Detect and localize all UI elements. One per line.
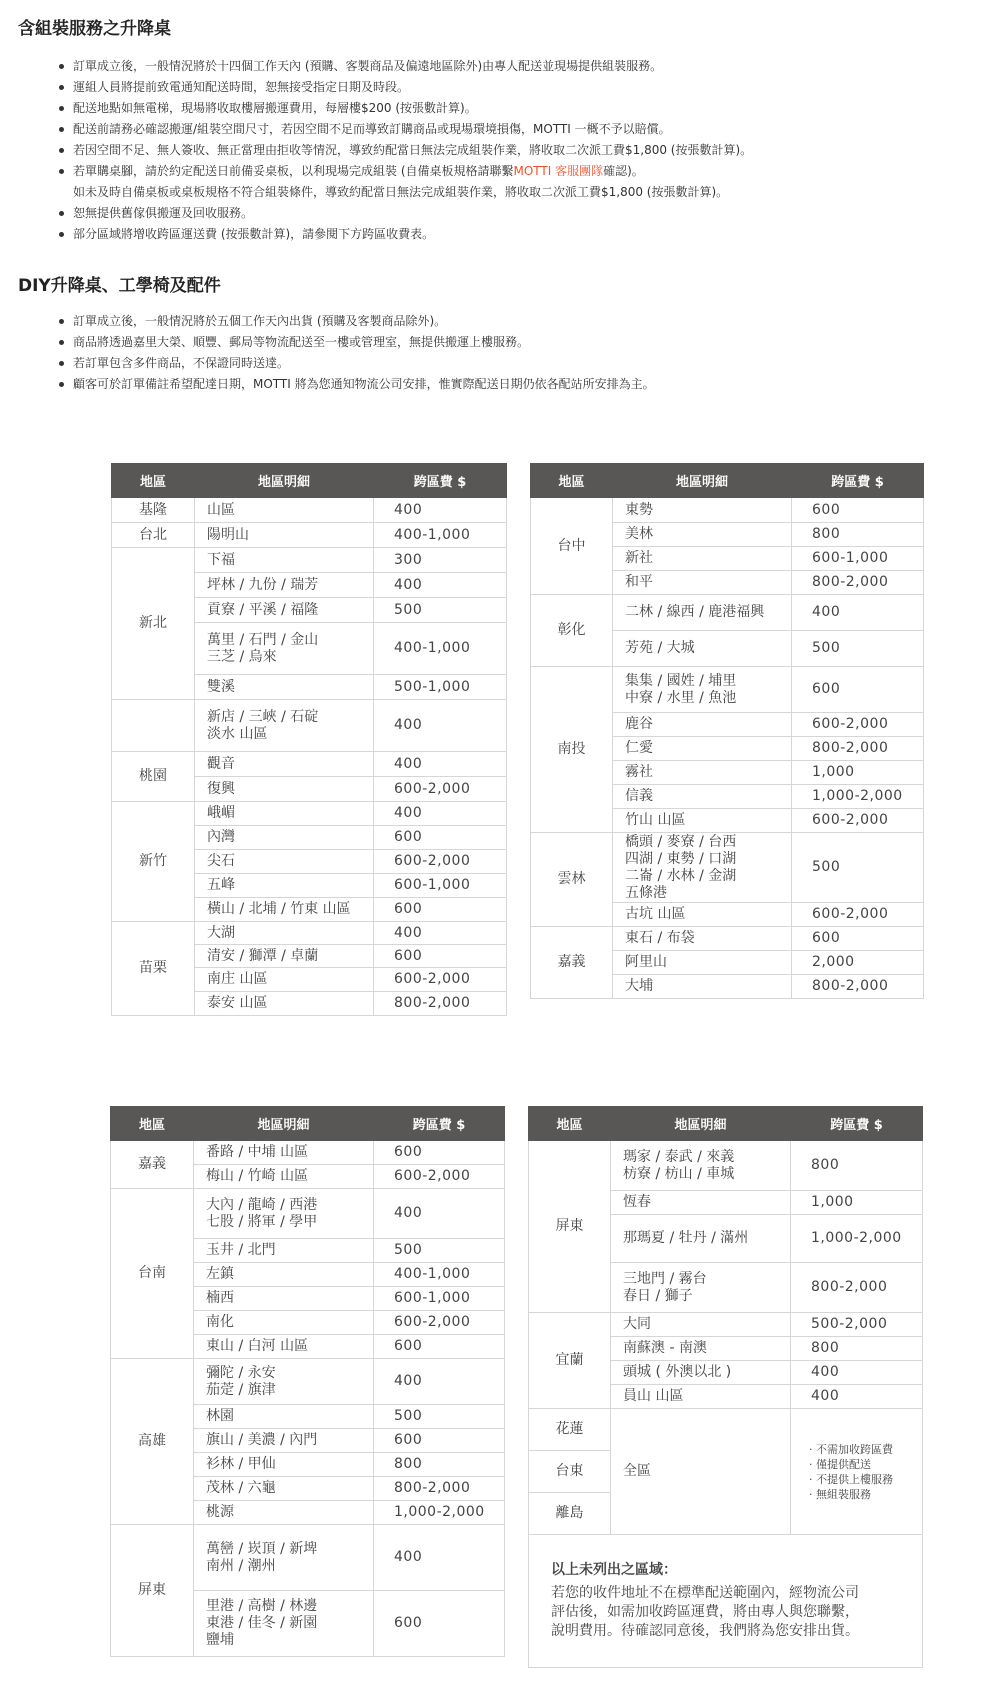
- region-detail-cell: 泰安 山區: [195, 992, 374, 1016]
- region-detail-cell: 五峰: [195, 874, 374, 898]
- fee-cell: 500-2,000: [791, 1313, 923, 1337]
- fee-cell: 800-2,000: [792, 975, 924, 999]
- fee-cell: 800: [792, 523, 924, 547]
- region-detail-cell: 那瑪夏 / 牡丹 / 滿州: [611, 1215, 791, 1263]
- fee-cell: 600-2,000: [374, 1311, 505, 1335]
- region-cell: 彰化: [531, 595, 613, 667]
- region-cell: 宜蘭: [529, 1313, 611, 1409]
- fee-table-north: [111, 463, 507, 1016]
- region-cell: 新竹: [112, 802, 195, 922]
- footnote-title: 以上未列出之區域：: [551, 1562, 677, 1578]
- region-detail-cell: 茂林 / 六龜: [194, 1477, 374, 1501]
- fee-cell: 400: [374, 1189, 505, 1239]
- fee-cell: 400: [374, 752, 507, 777]
- header-detail: 地區明細: [194, 1107, 374, 1141]
- table-row: [529, 1141, 923, 1191]
- table-row: [529, 1313, 923, 1337]
- fee-cell: 600: [374, 1335, 505, 1359]
- table-row: [111, 1359, 505, 1405]
- bullet-continuation: 如未及時自備桌板或桌板規格不符合組裝條件，導致約配當日無法完成組裝作業，將收取二次派工費$1,800 (按張數計算)。: [73, 185, 729, 199]
- fee-cell: 400: [791, 1361, 923, 1385]
- fee-cell: 600: [792, 667, 924, 713]
- region-detail-cell: 峨嵋: [195, 802, 374, 826]
- fee-cell: 800: [791, 1141, 923, 1191]
- bullet-item: 恕無提供舊傢俱搬運及回收服務。: [56, 203, 752, 224]
- region-detail-cell: 全區: [611, 1409, 791, 1535]
- region-detail-cell: 衫林 / 甲仙: [194, 1453, 374, 1477]
- fee-cell: 600: [374, 1141, 505, 1165]
- region-cell: 台南: [111, 1189, 194, 1359]
- region-cell: 屏東: [111, 1525, 194, 1657]
- table-header-row: [111, 1107, 505, 1141]
- bullet-item: 配送前請務必確認搬運/組裝空間尺寸，若因空間不足而導致訂購商品或現場環境損傷，MOTTI 一概不予以賠償。: [56, 119, 752, 140]
- region-detail-cell: 梅山 / 竹崎 山區: [194, 1165, 374, 1189]
- fee-cell: 600-2,000: [792, 809, 924, 833]
- header-region: 地區: [111, 1107, 194, 1141]
- region-detail-cell: 三地門 / 霧台 春日 / 獅子: [611, 1263, 791, 1313]
- region-detail-cell: 頭城 ( 外澳以北 ): [611, 1361, 791, 1385]
- region-detail-cell: 萬里 / 石門 / 金山 三芝 / 烏來: [195, 623, 374, 675]
- fee-cell: 600: [374, 1591, 505, 1657]
- fee-cell: 1,000-2,000: [374, 1501, 505, 1525]
- region-detail-cell: 集集 / 國姓 / 埔里 中寮 / 水里 / 魚池: [613, 667, 792, 713]
- bullet-item: 商品將透過嘉里大榮、順豐、郵局等物流配送至一樓或管理室，無提供搬運上樓服務。: [56, 332, 655, 353]
- fee-cell: 500: [374, 1405, 505, 1429]
- region-detail-cell: 大湖: [195, 922, 374, 945]
- region-detail-cell: 里港 / 高樹 / 林邊 東港 / 佳冬 / 新園 鹽埔: [194, 1591, 374, 1657]
- region-cell: [112, 700, 195, 752]
- bullet-item: 配送地點如無電梯，現場將收取樓層搬運費用，每層樓$200 (按張數計算)。: [56, 98, 752, 119]
- bullet-text: 確認)。: [603, 164, 644, 178]
- table-row: [112, 752, 507, 777]
- bullet-item: 若因空間不足、無人簽收、無正當理由拒收等情況，導致約配當日無法完成組裝作業，將收取二次派工費$1,800 (按張數計算)。: [56, 140, 752, 161]
- table-body: [111, 1141, 505, 1657]
- fee-table-central: [530, 463, 924, 999]
- header-fee: 跨區費 $: [792, 464, 924, 498]
- region-detail-cell: 東石 / 布袋: [613, 927, 792, 951]
- region-detail-cell: 番路 / 中埔 山區: [194, 1141, 374, 1165]
- region-detail-cell: 員山 山區: [611, 1385, 791, 1409]
- region-detail-cell: 尖石: [195, 850, 374, 874]
- region-cell: 桃園: [112, 752, 195, 802]
- region-cell: 台中: [531, 498, 613, 595]
- region-detail-cell: 大內 / 龍崎 / 西港 七股 / 將軍 / 學甲: [194, 1189, 374, 1239]
- fee-cell: 400: [374, 700, 507, 752]
- fee-cell: 400: [374, 802, 507, 826]
- diy-bullets: [56, 311, 655, 395]
- fee-cell: 800: [791, 1337, 923, 1361]
- region-detail-cell: 玉井 / 北門: [194, 1239, 374, 1263]
- bullet-item: 若訂單包含多件商品，不保證同時送達。: [56, 353, 655, 374]
- fee-cell: 400: [374, 1359, 505, 1405]
- fee-cell: 400: [791, 1385, 923, 1409]
- region-detail-cell: 內灣: [195, 826, 374, 850]
- fee-cell: 400: [374, 498, 507, 523]
- table-row: [112, 700, 507, 752]
- region-cell: 南投: [531, 667, 613, 833]
- fee-cell: 2,000: [792, 951, 924, 975]
- region-detail-cell: 瑪家 / 泰武 / 來義 枋寮 / 枋山 / 車城: [611, 1141, 791, 1191]
- table-row: [531, 833, 924, 903]
- bullet-item: 訂單成立後，一般情況將於五個工作天內出貨 (預購及客製商品除外)。: [56, 311, 655, 332]
- fee-cell: 800-2,000: [374, 1477, 505, 1501]
- table-row: [112, 498, 507, 523]
- region-detail-cell: 山區: [195, 498, 374, 523]
- region-detail-cell: 信義: [613, 785, 792, 809]
- table-row: [529, 1409, 923, 1451]
- table-row: [111, 1189, 505, 1239]
- region-cell: 高雄: [111, 1359, 194, 1525]
- region-detail-cell: 霧社: [613, 761, 792, 785]
- header-region: 地區: [112, 464, 195, 498]
- fee-cell: 800-2,000: [792, 737, 924, 761]
- region-detail-cell: 古坑 山區: [613, 903, 792, 927]
- region-detail-cell: 阿里山: [613, 951, 792, 975]
- fee-cell: 400: [374, 922, 507, 945]
- region-detail-cell: 貢寮 / 平溪 / 福隆: [195, 598, 374, 623]
- table-body: [531, 498, 924, 999]
- region-detail-cell: 東山 / 白河 山區: [194, 1335, 374, 1359]
- fee-cell: 600-2,000: [792, 713, 924, 737]
- fee-cell: 400-1,000: [374, 623, 507, 675]
- header-fee: 跨區費 $: [791, 1107, 923, 1141]
- customer-service-link[interactable]: MOTTI 客服團隊: [513, 164, 604, 178]
- header-fee: 跨區費 $: [374, 464, 507, 498]
- header-region: 地區: [529, 1107, 611, 1141]
- region-detail-cell: 復興: [195, 777, 374, 802]
- region-detail-cell: 雙溪: [195, 675, 374, 700]
- fee-cell: 800-2,000: [374, 992, 507, 1016]
- region-cell: 雲林: [531, 833, 613, 927]
- fee-cell: 400: [792, 595, 924, 631]
- header-detail: 地區明細: [195, 464, 374, 498]
- service-notes-cell: · 不需加收跨區費 · 僅提供配送 · 不提供上樓服務 · 無組裝服務: [791, 1409, 923, 1535]
- region-detail-cell: 下福: [195, 548, 374, 573]
- region-detail-cell: 新社: [613, 547, 792, 571]
- table-row: [531, 927, 924, 951]
- fee-cell: 1,000: [791, 1191, 923, 1215]
- fee-cell: 600-2,000: [792, 903, 924, 927]
- region-detail-cell: 南化: [194, 1311, 374, 1335]
- table-row: [531, 667, 924, 713]
- fee-cell: 600: [374, 1429, 505, 1453]
- fee-cell: 400-1,000: [374, 1263, 505, 1287]
- region-detail-cell: 桃源: [194, 1501, 374, 1525]
- region-detail-cell: 大埔: [613, 975, 792, 999]
- section-title-diy: DIY升降桌、工學椅及配件: [18, 276, 221, 296]
- region-detail-cell: 東勢: [613, 498, 792, 523]
- region-detail-cell: 觀音: [195, 752, 374, 777]
- region-detail-cell: 南蘇澳 - 南澳: [611, 1337, 791, 1361]
- region-detail-cell: 大同: [611, 1313, 791, 1337]
- fee-cell: 300: [374, 548, 507, 573]
- table-header-row: [531, 464, 924, 498]
- header-region: 地區: [531, 464, 613, 498]
- assembly-desk-bullets: [56, 56, 752, 245]
- header-fee: 跨區費 $: [374, 1107, 505, 1141]
- fee-cell: 600: [374, 826, 507, 850]
- table-row: [111, 1525, 505, 1591]
- unlisted-areas-note: [529, 1535, 923, 1668]
- region-cell: 嘉義: [111, 1141, 194, 1189]
- region-cell: 花蓮: [529, 1409, 611, 1451]
- bullet-text: 若單購桌腳，請於約定配送日前備妥桌板，以利現場完成組裝 (自備桌板規格請聯繫: [73, 164, 514, 178]
- fee-cell: 600-2,000: [374, 1165, 505, 1189]
- region-detail-cell: 芳苑 / 大城: [613, 631, 792, 667]
- region-cell: 台東: [529, 1451, 611, 1493]
- table-body: [112, 498, 507, 1016]
- fee-cell: 600-1,000: [374, 874, 507, 898]
- region-detail-cell: 仁愛: [613, 737, 792, 761]
- bullet-item-desk-legs: [56, 161, 752, 182]
- region-cell: 新北: [112, 548, 195, 700]
- table-row: [112, 922, 507, 945]
- region-detail-cell: 和平: [613, 571, 792, 595]
- fee-cell: 600-1,000: [792, 547, 924, 571]
- header-detail: 地區明細: [613, 464, 792, 498]
- region-detail-cell: 萬巒 / 崁頂 / 新埤 南州 / 潮州: [194, 1525, 374, 1591]
- region-cell: 台北: [112, 523, 195, 548]
- region-detail-cell: 竹山 山區: [613, 809, 792, 833]
- table-row: [112, 802, 507, 826]
- fee-cell: 600-2,000: [374, 850, 507, 874]
- region-cell: 苗栗: [112, 922, 195, 1016]
- fee-cell: 1,000: [792, 761, 924, 785]
- fee-cell: 600-2,000: [374, 777, 507, 802]
- region-detail-cell: 二林 / 線西 / 鹿港福興: [613, 595, 792, 631]
- table-row: [112, 548, 507, 573]
- header-detail: 地區明細: [611, 1107, 791, 1141]
- table-row: [531, 595, 924, 631]
- bullet-item: 部分區域將增收跨區運送費 (按張數計算)，請參閱下方跨區收費表。: [56, 224, 752, 245]
- region-detail-cell: 彌陀 / 永安 茄萣 / 旗津: [194, 1359, 374, 1405]
- region-cell: 屏東: [529, 1141, 611, 1313]
- table-row: [112, 523, 507, 548]
- region-detail-cell: 美林: [613, 523, 792, 547]
- fee-cell: 400-1,000: [374, 523, 507, 548]
- table-row: [111, 1141, 505, 1165]
- bullet-item: 訂單成立後，一般情況將於十四個工作天內 (預購、客製商品及偏遠地區除外)由專人配送並現場提供組裝服務。: [56, 56, 752, 77]
- region-cell: 離島: [529, 1493, 611, 1535]
- fee-cell: 500-1,000: [374, 675, 507, 700]
- region-detail-cell: 楠西: [194, 1287, 374, 1311]
- table-header-row: [529, 1107, 923, 1141]
- table-body: [529, 1141, 923, 1668]
- fee-cell: 600: [374, 898, 507, 922]
- footnote-body: 若您的收件地址不在標準配送範圍內，經物流公司評估後，如需加收跨區運費，將由專人與您聯繫，說明費用。待確認同意後，我們將為您安排出貨。: [551, 1585, 859, 1639]
- region-detail-cell: 林園: [194, 1405, 374, 1429]
- region-detail-cell: 新店 / 三峽 / 石碇 淡水 山區: [195, 700, 374, 752]
- fee-cell: 400: [374, 573, 507, 598]
- fee-cell: 400: [374, 1525, 505, 1591]
- table-header-row: [112, 464, 507, 498]
- region-detail-cell: 鹿谷: [613, 713, 792, 737]
- fee-cell: 1,000-2,000: [791, 1215, 923, 1263]
- region-detail-cell: 坪林 / 九份 / 瑞芳: [195, 573, 374, 598]
- fee-cell: 600-1,000: [374, 1287, 505, 1311]
- fee-cell: 800-2,000: [791, 1263, 923, 1313]
- footnote-row: [529, 1535, 923, 1668]
- fee-cell: 500: [792, 631, 924, 667]
- fee-cell: 500: [792, 833, 924, 903]
- table-row: [531, 498, 924, 523]
- fee-cell: 800: [374, 1453, 505, 1477]
- region-detail-cell: 左鎮: [194, 1263, 374, 1287]
- region-detail-cell: 陽明山: [195, 523, 374, 548]
- region-cell: 嘉義: [531, 927, 613, 999]
- region-detail-cell: 橫山 / 北埔 / 竹東 山區: [195, 898, 374, 922]
- fee-cell: 600: [374, 945, 507, 968]
- fee-cell: 600: [792, 927, 924, 951]
- fee-table-east: [528, 1106, 923, 1668]
- section-title-assembly-desk: 含組裝服務之升降桌: [18, 19, 171, 39]
- region-cell: 基隆: [112, 498, 195, 523]
- fee-cell: 600-2,000: [374, 968, 507, 992]
- fee-table-south: [110, 1106, 505, 1657]
- region-detail-cell: 南庄 山區: [195, 968, 374, 992]
- fee-cell: 500: [374, 598, 507, 623]
- region-detail-cell: 恆春: [611, 1191, 791, 1215]
- fee-cell: 500: [374, 1239, 505, 1263]
- fee-cell: 800-2,000: [792, 571, 924, 595]
- fee-cell: 600: [792, 498, 924, 523]
- bullet-item: 顧客可於訂單備註希望配達日期，MOTTI 將為您通知物流公司安排，惟實際配送日期仍依各配站所安排為主。: [56, 374, 655, 395]
- region-detail-cell: 清安 / 獅潭 / 卓蘭: [195, 945, 374, 968]
- region-detail-cell: 旗山 / 美濃 / 內門: [194, 1429, 374, 1453]
- bullet-item: 運組人員將提前致電通知配送時間，恕無接受指定日期及時段。: [56, 77, 752, 98]
- region-detail-cell: 橋頭 / 麥寮 / 台西 四湖 / 東勢 / 口湖 二崙 / 水林 / 金湖 五條港: [613, 833, 792, 903]
- fee-cell: 1,000-2,000: [792, 785, 924, 809]
